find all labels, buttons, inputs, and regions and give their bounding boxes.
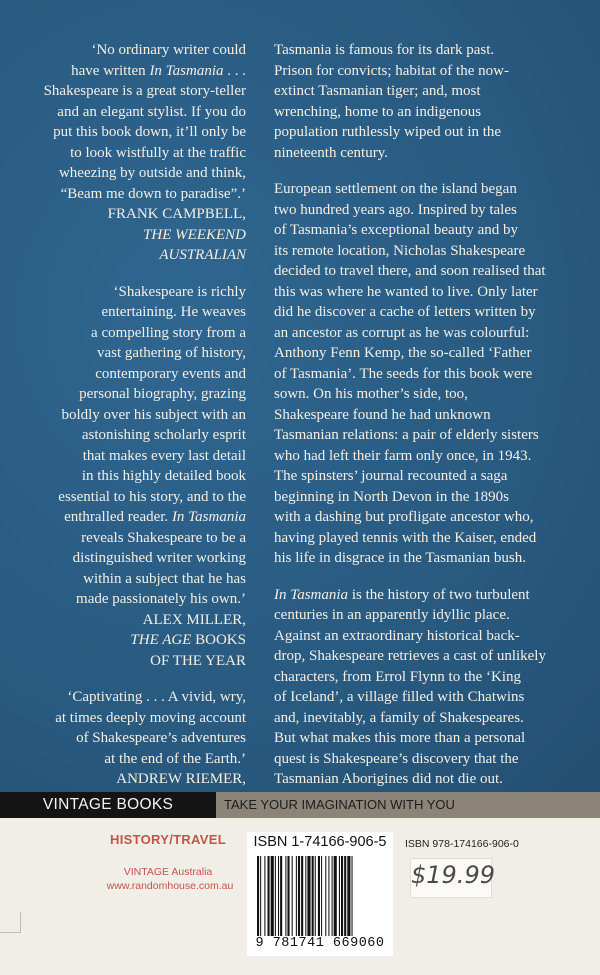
quote-publication: THE AGE BOOKS (130, 632, 246, 648)
blurb-column (274, 40, 566, 806)
barcode-bar (301, 856, 303, 936)
blurb-line: characters, from Errol Flynn to the ‘King (274, 668, 522, 685)
barcode-bar (344, 856, 346, 936)
quote-line: in this highly detailed book (81, 468, 246, 484)
blurb-line: with a dashing but profligate ancestor who, (274, 509, 534, 525)
barcode-bar (257, 856, 259, 936)
publisher-url: www.randomhouse.com.au (106, 880, 234, 892)
blurb-line: wrenching, home to an indigenous (274, 103, 482, 120)
blurb-paragraph (274, 40, 566, 163)
blurb-line: centuries in an apparently idyllic place. (274, 607, 510, 623)
blurb-line: extinct Tasmanian tiger; and, most (274, 83, 481, 99)
blurb-line: population ruthlessly wiped out in the (274, 124, 502, 140)
blurb-line: beginning in North Devon in the 1890s (274, 488, 509, 505)
barcode-bar (268, 856, 270, 936)
quote-line: and an elegant stylist. If you do (57, 103, 246, 120)
quote-line: personal biography, grazing (79, 386, 246, 402)
barcode-bar (292, 856, 293, 936)
quote-line: “Beam me down to paradise”.’ (60, 185, 246, 202)
quote-line: at the end of the Earth.’ (104, 750, 246, 767)
publisher-logo-text: VINTAGE BOOKS (0, 792, 216, 818)
quote-line: at times deeply moving account (55, 709, 246, 726)
barcode-bar (275, 856, 276, 936)
quote-line: boldly over his subject with an (61, 406, 246, 423)
quote-line: ‘No ordinary writer could (91, 42, 246, 58)
quote-author: ANDREW RIEMER, (116, 771, 246, 787)
blurb-line: Prison for convicts; habitat of the now- (274, 62, 509, 79)
barcode-bar (321, 856, 322, 936)
barcode-bar (325, 856, 326, 936)
quote-line: Shakespeare is a great story-teller (43, 83, 246, 99)
ean-number: 9 781741 669060 (255, 936, 385, 951)
quote-line: entertaining. He weaves (101, 304, 246, 320)
quote-line: ‘Captivating . . . A vivid, wry, (67, 689, 246, 705)
blurb-line: and, inevitably, a family of Shakespeares. (274, 709, 524, 726)
barcode-bar (315, 856, 316, 936)
barcode-bar (307, 856, 310, 936)
blurb-line: Anthony Fenn Kemp, the so-called ‘Father (274, 345, 532, 361)
barcode-bar (280, 856, 282, 936)
quote-line: contemporary events and (95, 365, 246, 382)
quote-line: made passionately his own.’ (76, 591, 246, 607)
barcode-bar (271, 856, 274, 936)
barcode-bar (260, 856, 261, 936)
barcode-bar (334, 856, 337, 936)
blurb-line: Tasmanian relations: a pair of elderly sisters (274, 427, 539, 443)
barcode-bar (298, 856, 300, 936)
barcode-panel (247, 832, 393, 956)
barcode-bar (352, 856, 353, 936)
publisher-band (0, 792, 600, 818)
blurb-line: Tasmanian Aborigines did not die out. (274, 771, 503, 787)
barcode-bar (339, 856, 340, 936)
isbn10-text: ISBN 1-74166-906-5 (253, 834, 387, 850)
barcode-bar (305, 856, 306, 936)
blurb-line: Tasmania is famous for its dark past. (274, 42, 495, 58)
review-quotes-column (40, 40, 246, 847)
quote-line: wheezing by outside and think, (58, 165, 246, 181)
quote-line: a compelling story from a (91, 324, 246, 341)
blurb-line: having played tennis with the Kaiser, ended (274, 529, 537, 546)
blurb-line: drop, Shakespeare retrieves a cast of unlikely (274, 648, 546, 664)
blurb-line: his life in disgrace in the Tasmanian bush. (274, 550, 526, 566)
quote-line: within a subject that he has (83, 570, 246, 587)
price-label: $19.99 (411, 861, 495, 889)
blurb-line: this was where he wanted to live. Only later (274, 283, 538, 300)
quote-line: enthralled reader. In Tasmania (64, 509, 246, 525)
review-quote (40, 282, 246, 672)
blurb-line: decided to travel there, and soon realised that (274, 263, 546, 279)
quote-line: reveals Shakespeare to be a (81, 529, 246, 546)
review-quote (40, 40, 246, 266)
quote-author: FRANK CAMPBELL, (107, 206, 246, 222)
blurb-line: nineteenth century. (274, 144, 388, 161)
quote-line: vast gathering of history, (97, 345, 246, 361)
blurb-line: its remote location, Nicholas Shakespeare (274, 242, 526, 259)
quote-publication: AUSTRALIAN (159, 247, 246, 263)
price-sticker (410, 858, 495, 898)
publisher-name: VINTAGE Australia (123, 866, 213, 878)
blurb-line: But what makes this more than a personal (274, 730, 526, 746)
quote-line: put this book down, it’ll only be (53, 124, 246, 140)
blurb-line: of Tasmania’. The seeds for this book were (274, 365, 533, 382)
barcode-bar (328, 856, 329, 936)
quote-line: ‘Shakespeare is richly (113, 283, 246, 300)
barcode-bar (278, 856, 279, 936)
quote-line: to look wistfully at the traffic (70, 144, 246, 161)
quote-publication: OF THE YEAR (150, 652, 246, 669)
barcode-bar (341, 856, 343, 936)
blurb-line: two hundred years ago. Inspired by tales (274, 201, 517, 218)
blurb-line: of Iceland’, a village filled with Chatwins (274, 689, 525, 705)
quote-author: ALEX MILLER, (142, 611, 246, 628)
quote-line: distinguished writer working (72, 550, 246, 566)
blurb-line: sown. On his mother’s side, too, (274, 386, 468, 402)
blurb-line: quest is Shakespeare’s discovery that the (274, 750, 519, 767)
publisher-tagline: TAKE YOUR IMAGINATION WITH YOU (216, 792, 600, 818)
isbn13-text: ISBN 978-174166-906-0 (405, 838, 519, 850)
blurb-line: Shakespeare found he had unknown (274, 406, 491, 423)
blurb-line: an ancestor as corrupt as he was colourful: (274, 324, 530, 341)
blurb-line: did he discover a cache of letters written by (274, 304, 536, 320)
barcode-bar (296, 856, 297, 936)
quote-line: astonishing scholarly esprit (81, 427, 246, 443)
category-label: HISTORY/TRAVEL (110, 832, 226, 847)
barcode-bar (332, 856, 333, 936)
blurb-line: European settlement on the island began (274, 181, 517, 197)
blurb-paragraph (274, 179, 566, 569)
barcode-bar (312, 856, 314, 936)
blurb-line: of Tasmania’s exceptional beauty and by (274, 222, 519, 238)
quote-line: that makes every last detail (82, 447, 246, 464)
barcode-bar (264, 856, 265, 936)
barcode-icon (257, 856, 387, 936)
quote-line: have written In Tasmania . . . (71, 62, 246, 79)
blurb-line: In Tasmania is the history of two turbulent (274, 586, 530, 603)
blurb-line: The spinsters’ journal recounted a saga (274, 468, 508, 484)
barcode-bar (287, 856, 289, 936)
blurb-line: who had left their farm only once, in 1943. (274, 447, 532, 464)
barcode-bar (285, 856, 286, 936)
barcode-bar (347, 856, 350, 936)
bottom-info-area (0, 818, 600, 975)
blurb-line: Against an extraordinary historical back- (274, 627, 520, 644)
corner-crease (0, 912, 21, 933)
blurb-paragraph (274, 585, 566, 790)
barcode-bar (318, 856, 320, 936)
quote-line: of Shakespeare’s adventures (76, 730, 246, 746)
quote-publication: THE WEEKEND (143, 226, 246, 243)
quote-line: essential to his story, and to the (58, 488, 246, 505)
